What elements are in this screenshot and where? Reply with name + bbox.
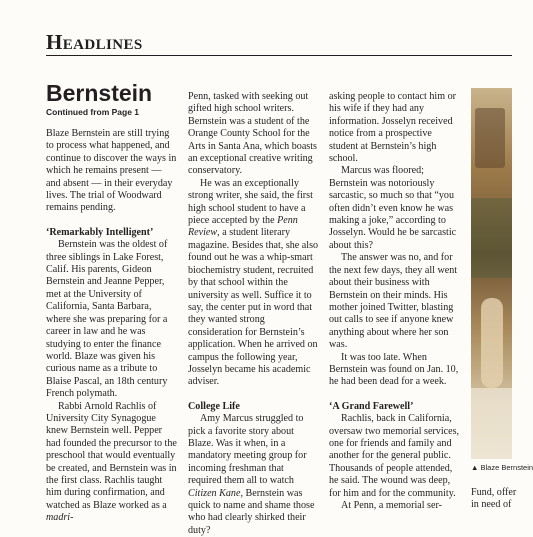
column-4-line: Fund, offer xyxy=(471,487,517,498)
article-column-3 xyxy=(329,91,461,512)
section-label: Headlines xyxy=(46,30,143,54)
article-column-2 xyxy=(188,91,320,536)
section-rule xyxy=(46,55,512,56)
paragraph: Blaze Bernstein are still trying to process what happened, and continue to discover the ways in which he remains present — and absent — in their everyday lives. The trial of Woodward remains pending. xyxy=(46,128,177,214)
subhead: ‘Remarkably Intelligent’ xyxy=(46,226,154,238)
paragraph: Marcus was floored; Bernstein was notoriously sarcastic, so much so that “you often didn’t even know he was making a joke,” according to Josselyn. Would he be sarcastic about this? xyxy=(329,165,457,251)
paragraph: Rabbi Arnold Rachlis of University City Synagogue knew Bernstein well. Pepper had founded the precursor to the preschool that would eventually be created, and Bernstein was in the first class. Rachlis taught him during confirmation, and watched as Blaze worked as a madri- xyxy=(46,400,177,524)
article-headline: Bernstein xyxy=(46,80,153,106)
paragraph: At Penn, a memorial ser- xyxy=(341,500,442,511)
article-photo xyxy=(471,88,512,459)
subhead: College Life xyxy=(188,400,240,412)
paragraph: asking people to contact him or his wife if they had any information. Josselyn received notice from a prospective student at Bernstein’s high school. xyxy=(329,91,456,165)
continued-line: Continued from Page 1 xyxy=(46,107,140,117)
article-column-1 xyxy=(46,128,178,524)
photo-caption: ▲ Blaze Bernstein xyxy=(471,463,533,472)
paragraph: The answer was no, and for the next few days, they all went about their business with Bernstein on their minds. His mother joined Twitter, blasting out calls to see if anyone knew anything about where her son was. xyxy=(329,252,458,351)
paragraph: It was too late. When Bernstein was found on Jan. 10, he had been dead for a week. xyxy=(329,351,459,388)
article-column-4 xyxy=(471,487,517,512)
paragraph: Bernstein was the oldest of three siblings in Lake Forest, Calif. His parents, Gideon Bernstein and Jeanne Pepper, met at the University of California, Santa Barbara, where she was preparing for a career in law and he was studying to enter the finance world. Blaze was given his curious name as a tribute to Blaise Pascal, an 18th century French polymath. xyxy=(46,239,168,400)
paragraph: Penn, tasked with seeking out gifted high school writers. Bernstein was a student of the Orange County School for the Arts in Santa Ana, which boasts an exceptional creative writing conservatory. xyxy=(188,91,317,177)
subhead: ‘A Grand Farewell’ xyxy=(329,400,414,412)
paragraph: Rachlis, back in California, oversaw two memorial services, one for friends and family and another for the general public. Thousands of people attended, he said. The wound was deep, for him and for the community. xyxy=(329,413,460,499)
column-4-line: in need of xyxy=(471,499,512,511)
paragraph: Amy Marcus struggled to pick a favorite story about Blaze. Was it when, in a mandatory meeting group for incoming freshman that required them all to watch Citizen Kane, Bernstein was quick to name and shame those who had clearly shirked their duty? xyxy=(188,413,315,536)
paragraph: He was an exceptionally strong writer, she said, the first high school student to have a piece accepted by the Penn Review, a student literary magazine. Besides that, she also found out he was a whip-smart biochemistry student, recruited by that school within the university as well. Suffice it to say, the center put in word that they wanted strong consideration for Bernstein’s application. When he arrived on campus the following year, Josselyn became his academic adviser. xyxy=(188,177,319,388)
